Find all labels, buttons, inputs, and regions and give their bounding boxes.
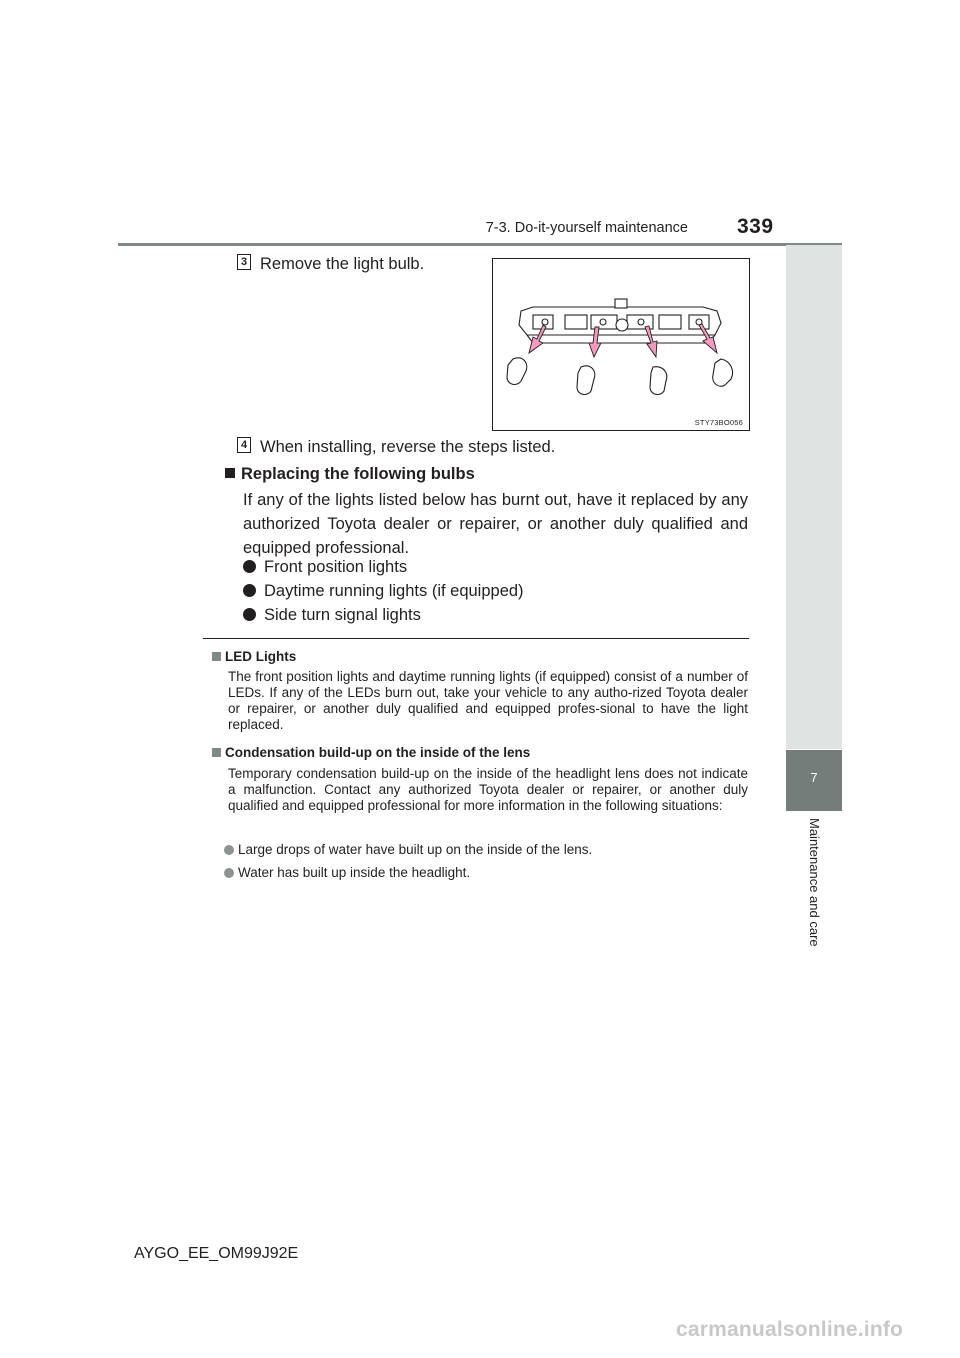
step-text: Remove the light bulb. — [260, 255, 425, 273]
step-text: When installing, reverse the steps listed. — [260, 438, 556, 456]
bullet-dot-icon — [224, 845, 234, 855]
list-item: Large drops of water have built up on the inside of the lens. — [224, 842, 592, 857]
header-rule — [118, 243, 842, 246]
step-number-box: 3 — [237, 254, 251, 270]
list-item: Daytime running lights (if equipped) — [243, 582, 524, 601]
section-title: Replacing the following bulbs — [241, 465, 475, 483]
section-divider — [203, 638, 749, 639]
section-paragraph: If any of the lights listed below has burnt out, have it replaced by any authorized Toyota dealer or repairer, or another duly qualified and equipped professional. — [243, 491, 748, 557]
chapter-tab-background — [786, 245, 842, 749]
chapter-number: 7 — [810, 770, 818, 785]
watermark: carmanualsonline.info — [676, 1318, 904, 1341]
step-number-box: 4 — [237, 437, 251, 453]
square-bullet-icon — [225, 468, 235, 478]
list-item: Water has built up inside the headlight. — [224, 865, 470, 880]
bullet-dot-icon — [224, 868, 234, 878]
bullet-dot-icon — [243, 608, 256, 621]
section-heading — [225, 465, 475, 484]
note-paragraph: The front position lights and daytime running lights (if equipped) consist of a number of LEDs. If any of the LEDs burn out, take your vehicle to any autho-rized Toyota dealer or repairer, or another duly qualified and equipped profes-sional to have the light replaced. — [228, 669, 748, 732]
model-code: AYGO_EE_OM99J92E — [134, 1245, 299, 1262]
note-paragraph: Temporary condensation build-up on the inside of the headlight lens does not indicate a malfunction. Contact any authorized Toyota dealer or repairer, or another duly qualified and equipped professional for more information in the following situations: — [228, 766, 748, 813]
note-heading: Condensation build-up on the inside of the lens — [212, 745, 530, 760]
square-bullet-icon — [212, 748, 221, 757]
list-item: Side turn signal lights — [243, 606, 421, 625]
section-header: 7-3. Do-it-yourself maintenance — [485, 220, 688, 236]
bullet-dot-icon — [243, 584, 256, 597]
chapter-title: Maintenance and care — [807, 818, 822, 947]
bulb-removal-figure — [492, 258, 750, 431]
page-number: 339 — [737, 215, 774, 238]
list-item: Front position lights — [243, 558, 407, 577]
note-heading: LED Lights — [212, 649, 296, 664]
figure-code: STY73BO056 — [694, 418, 743, 427]
bullet-dot-icon — [243, 560, 256, 573]
bulb-removal-illustration — [493, 259, 749, 430]
square-bullet-icon — [212, 652, 221, 661]
